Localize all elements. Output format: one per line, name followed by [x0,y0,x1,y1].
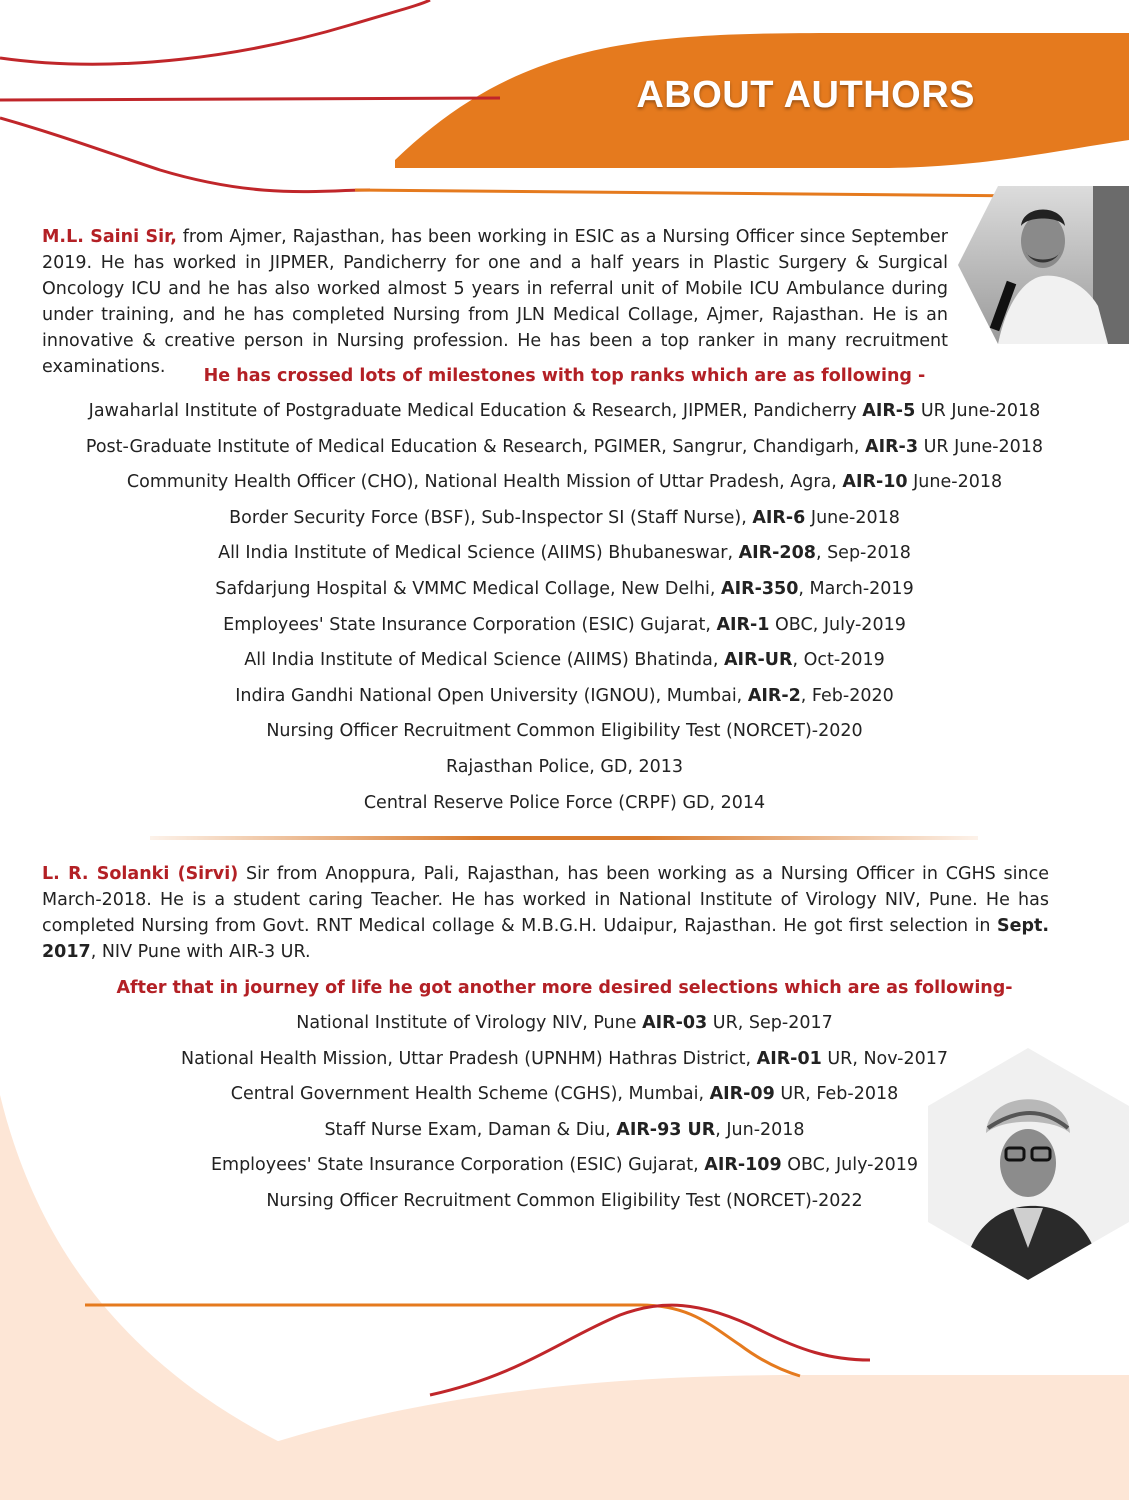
list-item-text: All India Institute of Medical Science (AIIMS) Bhatinda, [244,650,725,671]
list-item [0,643,1129,679]
list-item-text: Employees' State Insurance Corporation (ESIC) Gujarat, [210,1155,705,1176]
list-item-suffix: , Oct-2019 [792,650,885,671]
list-item [0,536,1129,572]
list-item-suffix: , Sep-2018 [815,543,911,564]
section-divider [150,836,978,840]
rank-label: AIR-03 [642,1013,708,1033]
rank-label: AIR-UR [724,650,793,671]
author2-bio-text-a: Sir from Anoppura, Pali, Rajasthan, has been working as a Nursing Officer in CGHS since March-2018. He is a student caring Teacher. He has worked in National Institute of Virology NIV, Pune. He has completed Nursing from Govt. RNT Medical collage & M.B.G.H. Udaipur, Rajasthan. He got first selection in [42,864,1049,936]
rank-label: AIR-6 [752,507,806,528]
list-item-suffix: UR, Feb-2018 [774,1084,899,1105]
list-item [0,1113,1129,1149]
list-item-text: Community Health Officer (CHO), National Health Mission of Uttar Pradesh, Agra, [126,472,843,493]
list-item-text: Central Government Health Scheme (CGHS), Mumbai, [230,1084,710,1105]
list-item-suffix: , Jun-2018 [715,1119,805,1140]
author2-bio-text-b: , NIV Pune with AIR-3 UR. [90,942,311,962]
rank-label: AIR-2 [747,685,801,706]
list-item [0,465,1129,501]
list-item-text: Indira Gandhi National Open University (IGNOU), Mumbai, [235,685,748,706]
rank-label: AIR-1 [716,614,770,635]
author1-photo [958,186,1129,344]
list-item-text: Nursing Officer Recruitment Common Eligibility Test (NORCET)-2022 [266,1190,863,1211]
rank-label: AIR-93 UR [616,1119,716,1140]
rank-label: AIR-208 [738,543,816,564]
rank-label: AIR-09 [709,1084,775,1105]
list-item-text: National Health Mission, Uttar Pradesh (UPNHM) Hathras District, [180,1048,757,1069]
list-item-suffix: UR June-2018 [918,436,1044,457]
rank-label: AIR-10 [842,472,908,493]
list-item-text: Post-Graduate Institute of Medical Education & Research, PGIMER, Sangrur, Chandigarh, [85,436,866,457]
author2-name: L. R. Solanki (Sirvi) [42,864,239,884]
list-item-suffix: UR, Nov-2017 [821,1048,949,1069]
list-item-text: All India Institute of Medical Science (AIIMS) Bhubaneswar, [218,543,739,564]
list-item-suffix: , Feb-2020 [800,685,894,706]
rank-label: AIR-3 [865,436,919,457]
author1-milestones-list [0,394,1129,821]
author2-bio-bold: Sept. 2017 [42,916,1049,962]
list-item-suffix: UR, Sep-2017 [707,1013,833,1033]
rank-label: AIR-5 [862,401,916,421]
list-item [0,608,1129,644]
list-item-text: Central Reserve Police Force (CRPF) GD, 2014 [363,792,766,813]
author1-milestones-heading: He has crossed lots of milestones with top ranks which are as following - [203,366,926,386]
author1-name: M.L. Saini Sir, [42,227,177,247]
list-item [0,501,1129,537]
list-item-suffix: June-2018 [907,472,1003,493]
list-item [0,1184,1129,1220]
list-item [0,714,1129,750]
list-item-text: Nursing Officer Recruitment Common Eligibility Test (NORCET)-2020 [266,721,863,742]
list-item-text: Rajasthan Police, GD, 2013 [445,756,684,777]
list-item [0,679,1129,715]
list-item [0,1077,1129,1113]
rank-label: AIR-350 [721,578,799,599]
list-item [0,1148,1129,1184]
author2-bio [42,861,1049,965]
author1-bio [42,224,948,380]
list-item [0,394,1129,430]
red-line-2 [0,98,500,100]
list-item [0,786,1129,822]
list-item-suffix: OBC, July-2019 [781,1155,919,1176]
author1-bio-text: from Ajmer, Rajasthan, has been working in ESIC as a Nursing Officer since September 2019. He has worked in JIPMER, Pandicherry for one and a half years in Plastic Surgery & Surgical Oncology ICU and he has also worked almost 5 years in referral unit of Mobile ICU Ambulance during under training, and he has completed Nursing from JLN Medical Collage, Ajmer, Rajasthan. He is an innovative & creative person in Nursing profession. He has been a top ranker in many recruitment examinations. [42,227,948,377]
list-item [0,572,1129,608]
rank-label: AIR-01 [756,1048,822,1069]
list-item-text: Safdarjung Hospital & VMMC Medical Collage, New Delhi, [215,578,722,599]
list-item [0,750,1129,786]
list-item [0,1042,1129,1078]
list-item-text: National Institute of Virology NIV, Pune [296,1013,643,1033]
author2-selections-heading: After that in journey of life he got another more desired selections which are as following- [116,978,1013,998]
rank-label: AIR-109 [704,1155,782,1176]
author2-selections-list [0,1006,1129,1220]
page-title: ABOUT AUTHORS [636,74,975,116]
peach-bottom-band [120,1375,1129,1500]
orange-line-top [355,190,1030,196]
list-item-suffix: June-2018 [805,507,900,528]
list-item-text: Staff Nurse Exam, Daman & Diu, [324,1119,617,1140]
list-item-text: Jawaharlal Institute of Postgraduate Medical Education & Research, JIPMER, Pandicherry [88,401,863,421]
red-line-1 [0,0,430,64]
list-item-suffix: UR June-2018 [915,401,1041,421]
list-item-suffix: , March-2019 [798,578,914,599]
list-item [0,430,1129,466]
orange-line-bottom [85,1305,800,1376]
list-item-text: Border Security Force (BSF), Sub-Inspector SI (Staff Nurse), [229,507,753,528]
list-item-suffix: OBC, July-2019 [769,614,906,635]
red-line-3 [0,118,370,192]
list-item [0,1006,1129,1042]
list-item-text: Employees' State Insurance Corporation (ESIC) Gujarat, [223,614,717,635]
